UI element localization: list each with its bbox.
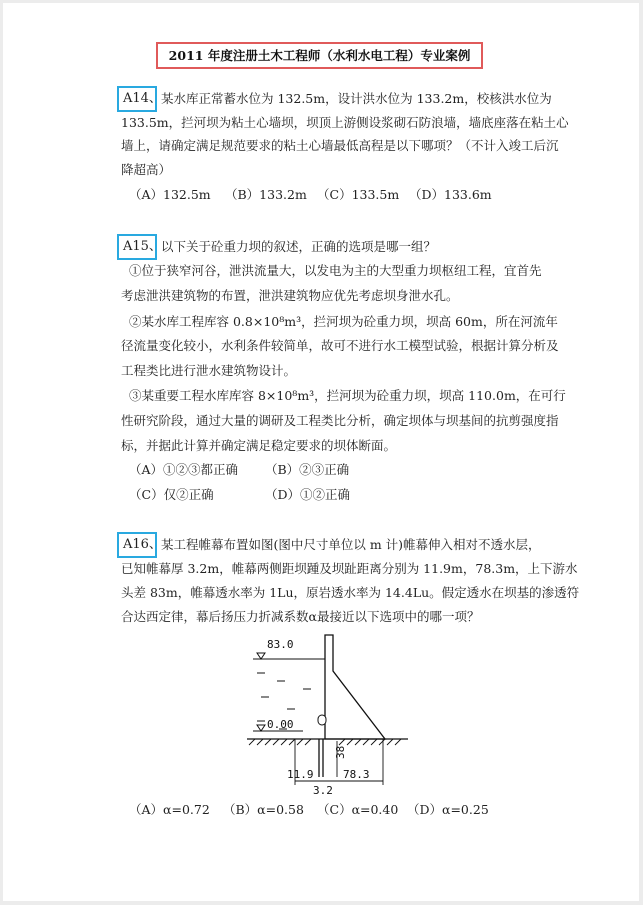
statement-line: 标，并据此计算并确定满足稳定要求的坝体断面。 [121, 438, 397, 453]
downstream-level-label: 0.00 [267, 718, 294, 731]
statement-line: ②某水库工程库容 0.8×10⁸m³，拦河坝为砼重力坝，坝高 60m，所在河流年 [129, 314, 558, 329]
ground-hatching [249, 739, 401, 745]
dam-curtain-figure [243, 631, 413, 801]
option-b: （B）133.2m [225, 187, 307, 202]
statement-line: ①位于狭窄河谷，泄洪流量大，以发电为主的大型重力坝枢纽工程，宜首先 [129, 263, 542, 278]
upstream-level-label: 83.0 [267, 638, 294, 651]
question-text-line: 某工程帷幕布置如图(图中尺寸单位以 m 计)帷幕伸入相对不透水层， [161, 537, 541, 552]
page-title: 2011 年度注册土木工程师（水利水电工程）专业案例 [168, 48, 471, 63]
option-b: （B）②③正确 [265, 462, 350, 477]
question-text-line: 已知帷幕厚 3.2m，帷幕两侧距坝踵及坝趾距离分别为 11.9m，78.3m，上下游水 [121, 561, 578, 576]
question-text-line: 合达西定律，幕后扬压力折减系数α最接近以下选项中的哪一项？ [121, 609, 480, 624]
question-label-a15: A15、 [123, 239, 162, 254]
option-d: （D）α=0.25 [407, 802, 489, 817]
question-stem: 以下关于砼重力坝的叙述，正确的选项是哪一组？ [161, 239, 437, 254]
option-d: （D）133.6m [409, 187, 492, 202]
question-label-a16: A16、 [123, 537, 162, 552]
upstream-level-marker [257, 653, 265, 659]
question-text-line: 133.5m，拦河坝为粘土心墙坝，坝顶上游侧设浆砌石防浪墙，墙底座落在粘土心 [121, 115, 569, 130]
depth-label: 38 [334, 745, 347, 759]
question-label-a14: A14、 [123, 91, 162, 106]
dam-body [325, 635, 385, 739]
statement-line: 径流量变化较小，水利条件较简单，故可不进行水工模型试验，根据计算分析及 [121, 338, 559, 353]
question-text-line: 降超高） [121, 162, 172, 177]
option-c: （C）133.5m [317, 187, 400, 202]
statement-line: 考虑泄洪建筑物的布置，泄洪建筑物应优先考虑坝身泄水孔。 [121, 288, 459, 303]
thickness-label: 3.2 [313, 784, 333, 797]
document-page [3, 3, 639, 901]
option-b: （B）α=0.58 [223, 802, 304, 817]
option-a: （A）132.5m [129, 187, 211, 202]
option-d: （D）①②正确 [265, 487, 351, 502]
statement-line: 工程类比进行泄水建筑物设计。 [121, 363, 297, 378]
drain-gallery [318, 715, 326, 725]
statement-line: ③某重要工程水库库容 8×10⁸m³，拦河坝为砼重力坝，坝高 110.0m，在可行 [129, 388, 566, 403]
question-text-line: 头差 83m，帷幕透水率为 1Lu，原岩透水率为 14.4Lu。假定透水在坝基的渗透符 [121, 585, 580, 600]
option-a: （A）α=0.72 [129, 802, 210, 817]
question-text-line: 墙上，请确定满足规范要求的粘土心墙最低高程是以下哪项？（不计入竣工后沉 [121, 138, 559, 153]
question-text-line: 某水库正常蓄水位为 132.5m，设计洪水位为 133.2m，校核洪水位为 [161, 91, 552, 106]
left-distance-label: 11.9 [287, 768, 314, 781]
statement-line: 性研究阶段，通过大量的调研及工程类比分析，确定坝体与坝基间的抗剪强度指 [121, 413, 559, 428]
right-distance-label: 78.3 [343, 768, 370, 781]
option-c: （C）仅②正确 [129, 487, 214, 502]
option-c: （C）α=0.40 [317, 802, 399, 817]
downstream-level-marker [257, 725, 265, 731]
option-a: （A）①②③都正确 [129, 462, 239, 477]
